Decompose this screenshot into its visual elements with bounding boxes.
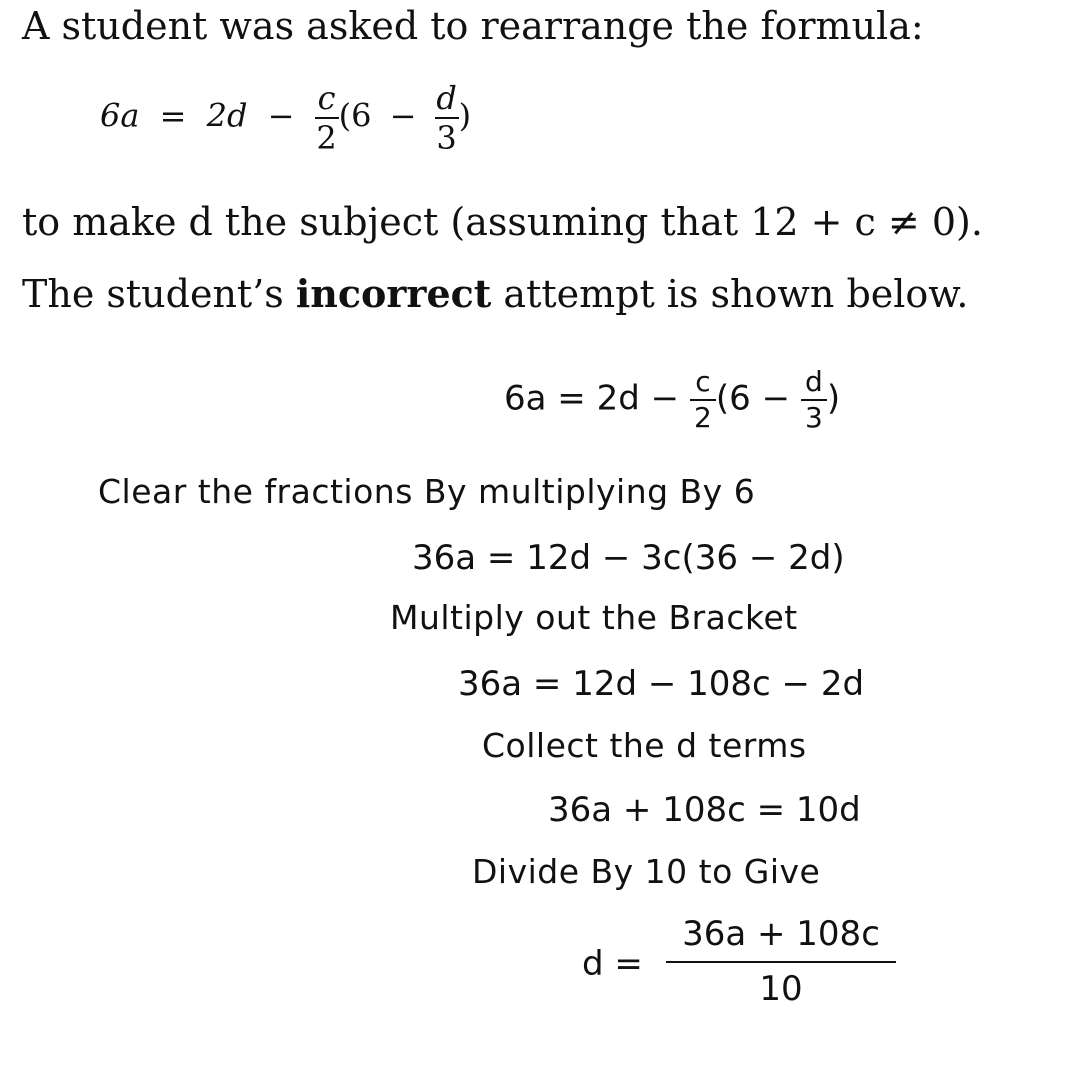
working-frac2-numerator: d (805, 365, 823, 398)
working-line-4: 36a + 108c = 10d (548, 790, 861, 830)
working-frac2-denominator: 3 (804, 401, 823, 434)
working-frac1-denominator: 2 (693, 401, 712, 434)
working-step-2: Multiply out the Bracket (390, 598, 798, 637)
working-line-5-fraction (666, 914, 896, 1010)
formula-equals: = (159, 96, 187, 135)
formula-open-bracket: (6 (338, 96, 372, 135)
formula-fraction-c-over-2 (315, 79, 339, 157)
attempt-text (22, 271, 968, 316)
working-line-1-mid: (6 − (715, 378, 801, 419)
working-step-1: Clear the fractions By multiplying By 6 (98, 472, 756, 511)
working-line-1-end: ) (826, 378, 841, 419)
formula-frac2-numerator: d (436, 79, 457, 117)
working-step-4: Divide By 10 to Give (472, 852, 821, 891)
formula-frac1-numerator: c (317, 79, 336, 117)
formula-close-bracket: ) (458, 96, 472, 135)
working-line-5-numerator: 36a + 108c (682, 914, 880, 954)
formula-minus-2: − (389, 96, 417, 135)
attempt-pre: The student’s (22, 272, 296, 316)
working-fraction-d-over-3 (801, 365, 827, 434)
working-fraction-c-over-2 (690, 365, 716, 434)
working-step-3: Collect the d terms (482, 726, 807, 765)
given-formula (100, 79, 472, 157)
working-frac1-numerator: c (695, 365, 711, 398)
condition-text: to make d the subject (assuming that 12 + c ≠ 0). (22, 200, 983, 244)
formula-fraction-d-over-3 (435, 79, 459, 157)
attempt-post: attempt is shown below. (491, 272, 969, 316)
intro-text: A student was asked to rearrange the formula: (22, 4, 924, 48)
working-line-1-lhs: 6a = 2d − (504, 378, 690, 419)
working-line-2: 36a = 12d − 3c(36 − 2d) (412, 538, 845, 578)
working-line-1 (504, 365, 841, 434)
formula-frac2-denominator: 3 (436, 119, 457, 157)
working-line-3: 36a = 12d − 108c − 2d (458, 664, 865, 704)
working-line-5-denominator: 10 (759, 968, 803, 1009)
formula-minus: − (267, 96, 295, 135)
formula-term-2d: 2d (206, 96, 248, 135)
formula-lhs: 6a (100, 96, 140, 135)
working-line-5-lhs: d = (582, 944, 643, 984)
formula-frac1-denominator: 2 (316, 119, 337, 157)
attempt-bold: incorrect (295, 271, 492, 316)
